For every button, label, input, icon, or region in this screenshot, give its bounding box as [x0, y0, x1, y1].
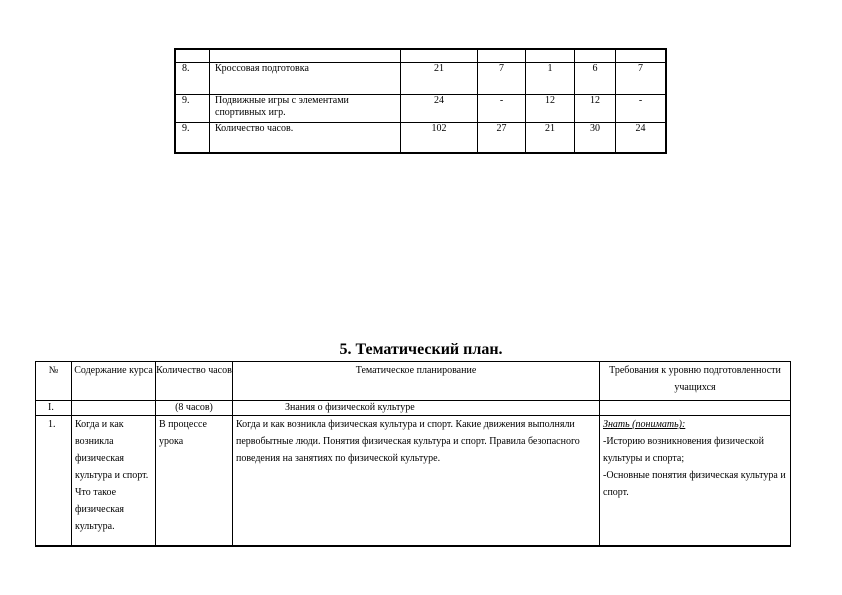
req-item: -Основные понятия физическая культура и спорт. — [603, 470, 786, 498]
content-topic-a: Когда и как возникла физическая культура и спорт. — [75, 419, 149, 481]
section-req-empty — [600, 401, 791, 416]
row-c3: 12 — [575, 95, 616, 123]
plan-header-row — [36, 362, 791, 401]
section-row — [36, 401, 791, 416]
header-cell-c1 — [478, 49, 526, 63]
header-planning: Тематическое планирование — [233, 362, 600, 401]
row-c2: 12 — [526, 95, 575, 123]
row-requirements — [600, 416, 791, 546]
row-name: Кроссовая подготовка — [210, 63, 401, 95]
table-row — [175, 95, 666, 123]
hours-table-header-row — [175, 49, 666, 63]
row-c1: - — [478, 95, 526, 123]
row-num: 9. — [175, 95, 210, 123]
header-cell-c3 — [575, 49, 616, 63]
req-item: -Историю возникновения физической культуры и спорта; — [603, 436, 764, 464]
row-c3: 30 — [575, 123, 616, 153]
header-cell-total — [401, 49, 478, 63]
row-total: 102 — [401, 123, 478, 153]
row-total: 21 — [401, 63, 478, 95]
row-c1: 27 — [478, 123, 526, 153]
hours-table — [174, 48, 667, 154]
row-c4: - — [616, 95, 667, 123]
row-name: Подвижные игры с элементами спортивных игр. — [210, 95, 401, 123]
header-cell-num — [175, 49, 210, 63]
row-c1: 7 — [478, 63, 526, 95]
row-num: 1. — [36, 416, 72, 546]
req-heading: Знать (понимать): — [603, 419, 686, 430]
section-hours: (8 часов) — [156, 401, 233, 416]
header-requirements: Требования к уровню подготовленности учащихся — [600, 362, 791, 401]
table-row — [36, 416, 791, 546]
row-c4: 24 — [616, 123, 667, 153]
table-row — [175, 63, 666, 95]
row-planning: Когда и как возникла физическая культура и спорт. Какие движения выполняли первобытные люди. Понятия физическая культура и спорт. Правила безопасного поведения на занятиях по физической культуре. — [233, 416, 600, 546]
section-empty — [72, 401, 156, 416]
thematic-plan-table — [35, 361, 791, 547]
header-content: Содержание курса — [72, 362, 156, 401]
section-num: I. — [36, 401, 72, 416]
header-cell-c2 — [526, 49, 575, 63]
row-c2: 21 — [526, 123, 575, 153]
row-hours: В процессе урока — [156, 416, 233, 546]
row-total: 24 — [401, 95, 478, 123]
header-cell-c4 — [616, 49, 667, 63]
section-title: Знания о физической культуре — [233, 401, 600, 416]
row-num: 9. — [175, 123, 210, 153]
page-title: 5. Тематический план. — [339, 341, 503, 358]
row-c2: 1 — [526, 63, 575, 95]
header-num: № — [36, 362, 72, 401]
row-content — [72, 416, 156, 546]
row-name: Количество часов. — [210, 123, 401, 153]
content-topic-b: Что такое физическая культура. — [75, 487, 125, 532]
header-cell-name — [210, 49, 401, 63]
row-c4: 7 — [616, 63, 667, 95]
header-hours: Количество часов — [156, 362, 233, 401]
row-c3: 6 — [575, 63, 616, 95]
table-row — [175, 123, 666, 153]
row-num: 8. — [175, 63, 210, 95]
